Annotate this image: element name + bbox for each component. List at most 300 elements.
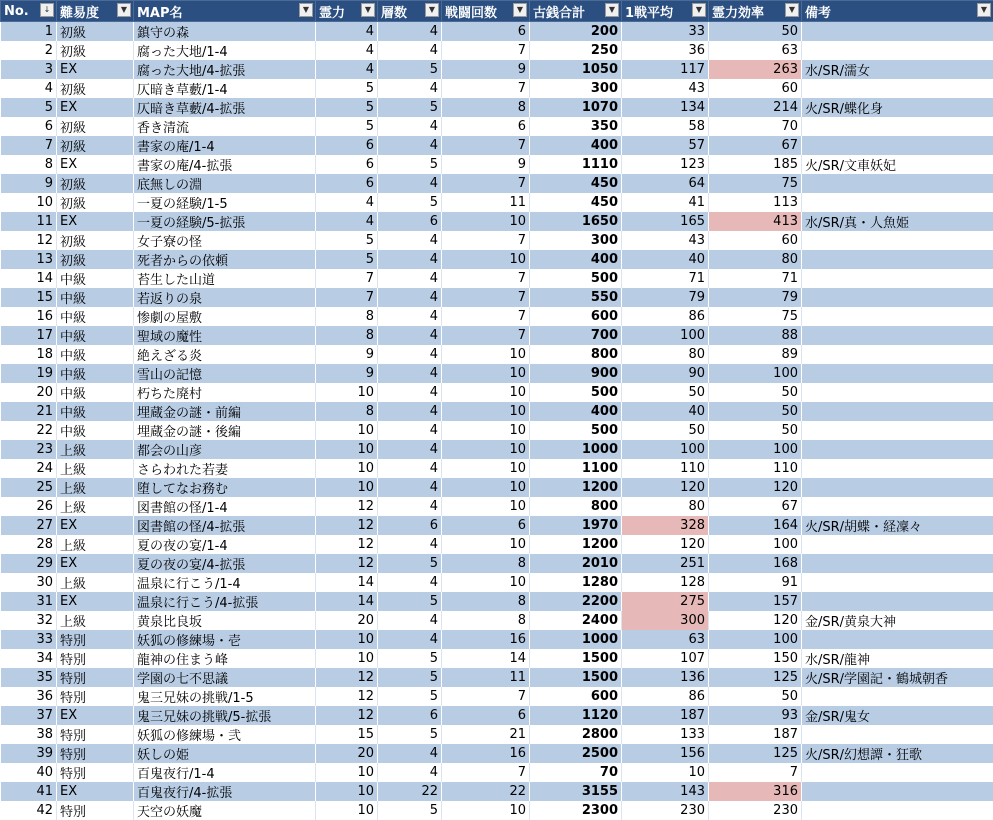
table-cell[interactable]: 214 bbox=[709, 98, 802, 117]
table-cell[interactable]: 4 bbox=[378, 478, 442, 497]
table-cell[interactable]: 5 bbox=[378, 98, 442, 117]
table-cell[interactable]: 123 bbox=[622, 155, 709, 174]
table-cell[interactable]: 4 bbox=[378, 231, 442, 250]
table-cell[interactable]: 400 bbox=[530, 250, 622, 269]
table-cell[interactable]: EX bbox=[57, 98, 134, 117]
table-cell[interactable]: 34 bbox=[1, 649, 57, 668]
table-cell[interactable]: 10 bbox=[316, 421, 378, 440]
table-cell[interactable]: 4 bbox=[316, 41, 378, 60]
table-cell[interactable]: 400 bbox=[530, 402, 622, 421]
table-cell[interactable]: 火/SR/幻想譚・狂歌 bbox=[802, 744, 993, 763]
table-cell[interactable]: 8 bbox=[1, 155, 57, 174]
filter-dropdown-icon[interactable]: ▼ bbox=[692, 3, 706, 17]
table-cell[interactable]: 10 bbox=[442, 440, 530, 459]
table-cell[interactable]: 4 bbox=[378, 535, 442, 554]
table-cell[interactable]: 4 bbox=[378, 630, 442, 649]
table-cell[interactable]: 9 bbox=[1, 174, 57, 193]
table-cell[interactable]: 64 bbox=[622, 174, 709, 193]
table-cell[interactable]: 113 bbox=[709, 193, 802, 212]
table-cell[interactable]: 800 bbox=[530, 345, 622, 364]
table-cell[interactable]: 8 bbox=[442, 611, 530, 630]
table-cell[interactable]: 6 bbox=[316, 174, 378, 193]
table-cell[interactable]: 初級 bbox=[57, 193, 134, 212]
table-cell[interactable]: 5 bbox=[316, 231, 378, 250]
table-cell[interactable]: 120 bbox=[709, 478, 802, 497]
table-cell[interactable]: 7 bbox=[709, 763, 802, 782]
table-cell[interactable]: 4 bbox=[378, 573, 442, 592]
table-cell[interactable] bbox=[802, 136, 993, 155]
table-cell[interactable] bbox=[802, 288, 993, 307]
table-cell[interactable]: 苔生した山道 bbox=[134, 269, 316, 288]
filter-dropdown-icon[interactable]: ▼ bbox=[117, 3, 131, 17]
table-cell[interactable]: 6 bbox=[442, 516, 530, 535]
table-cell[interactable]: EX bbox=[57, 706, 134, 725]
table-cell[interactable]: 23 bbox=[1, 440, 57, 459]
table-cell[interactable]: 600 bbox=[530, 687, 622, 706]
table-cell[interactable]: 初級 bbox=[57, 136, 134, 155]
table-cell[interactable]: 80 bbox=[622, 345, 709, 364]
table-cell[interactable]: 800 bbox=[530, 497, 622, 516]
table-cell[interactable]: 妖しの姫 bbox=[134, 744, 316, 763]
table-cell[interactable]: 20 bbox=[316, 744, 378, 763]
table-cell[interactable]: 初級 bbox=[57, 41, 134, 60]
table-cell[interactable]: 1110 bbox=[530, 155, 622, 174]
table-cell[interactable]: 中級 bbox=[57, 269, 134, 288]
table-cell[interactable]: 79 bbox=[709, 288, 802, 307]
table-cell[interactable]: EX bbox=[57, 155, 134, 174]
table-cell[interactable]: 6 bbox=[442, 117, 530, 136]
table-cell[interactable]: 一夏の経験/5-拡張 bbox=[134, 212, 316, 231]
table-cell[interactable] bbox=[802, 763, 993, 782]
table-cell[interactable] bbox=[802, 497, 993, 516]
table-cell[interactable]: EX bbox=[57, 60, 134, 79]
table-cell[interactable]: 7 bbox=[316, 269, 378, 288]
table-cell[interactable]: 特別 bbox=[57, 801, 134, 820]
table-cell[interactable]: 7 bbox=[442, 79, 530, 98]
table-cell[interactable]: 70 bbox=[709, 117, 802, 136]
table-cell[interactable]: 12 bbox=[316, 668, 378, 687]
table-cell[interactable]: 7 bbox=[442, 326, 530, 345]
table-cell[interactable]: 187 bbox=[709, 725, 802, 744]
table-cell[interactable]: 5 bbox=[378, 193, 442, 212]
table-cell[interactable]: 聖域の魔性 bbox=[134, 326, 316, 345]
table-cell[interactable]: 1000 bbox=[530, 630, 622, 649]
table-cell[interactable]: 700 bbox=[530, 326, 622, 345]
table-cell[interactable]: 妖狐の修練場・弐 bbox=[134, 725, 316, 744]
table-cell[interactable]: 4 bbox=[316, 22, 378, 42]
table-cell[interactable]: 香き清流 bbox=[134, 117, 316, 136]
table-cell[interactable]: 21 bbox=[1, 402, 57, 421]
table-cell[interactable]: 10 bbox=[1, 193, 57, 212]
table-cell[interactable]: 6 bbox=[316, 136, 378, 155]
table-cell[interactable]: 6 bbox=[378, 516, 442, 535]
table-cell[interactable]: 6 bbox=[442, 22, 530, 42]
table-cell[interactable]: 12 bbox=[316, 706, 378, 725]
table-cell[interactable]: 10 bbox=[316, 782, 378, 801]
table-cell[interactable]: 火/SR/文車妖妃 bbox=[802, 155, 993, 174]
table-cell[interactable]: 7 bbox=[442, 687, 530, 706]
table-cell[interactable]: 16 bbox=[442, 630, 530, 649]
table-cell[interactable]: 仄暗き草藪/4-拡張 bbox=[134, 98, 316, 117]
table-cell[interactable]: 8 bbox=[316, 307, 378, 326]
table-cell[interactable]: 14 bbox=[442, 649, 530, 668]
table-cell[interactable]: 10 bbox=[442, 402, 530, 421]
table-cell[interactable]: 3 bbox=[1, 60, 57, 79]
table-cell[interactable]: 28 bbox=[1, 535, 57, 554]
table-cell[interactable]: 10 bbox=[442, 421, 530, 440]
table-cell[interactable]: 8 bbox=[442, 592, 530, 611]
table-cell[interactable]: 1500 bbox=[530, 668, 622, 687]
table-cell[interactable]: 1 bbox=[1, 22, 57, 42]
table-cell[interactable]: 天空の妖魔 bbox=[134, 801, 316, 820]
table-cell[interactable]: 火/SR/学園記・鶴城朝香 bbox=[802, 668, 993, 687]
table-cell[interactable]: 中級 bbox=[57, 326, 134, 345]
table-cell[interactable]: 一夏の経験/1-5 bbox=[134, 193, 316, 212]
table-cell[interactable]: 80 bbox=[709, 250, 802, 269]
table-cell[interactable]: 10 bbox=[316, 478, 378, 497]
table-cell[interactable]: 初級 bbox=[57, 117, 134, 136]
table-cell[interactable]: 133 bbox=[622, 725, 709, 744]
table-cell[interactable]: 57 bbox=[622, 136, 709, 155]
table-cell[interactable]: 450 bbox=[530, 174, 622, 193]
table-cell[interactable] bbox=[802, 421, 993, 440]
table-cell[interactable]: 腐った大地/1-4 bbox=[134, 41, 316, 60]
table-cell[interactable]: 4 bbox=[378, 421, 442, 440]
table-cell[interactable]: 1200 bbox=[530, 478, 622, 497]
sort-filter-icon[interactable]: ↓ bbox=[40, 3, 54, 17]
table-cell[interactable]: 350 bbox=[530, 117, 622, 136]
table-cell[interactable]: 143 bbox=[622, 782, 709, 801]
table-cell[interactable]: 100 bbox=[622, 440, 709, 459]
table-cell[interactable]: 71 bbox=[709, 269, 802, 288]
table-cell[interactable]: 165 bbox=[622, 212, 709, 231]
table-cell[interactable]: 15 bbox=[1, 288, 57, 307]
table-cell[interactable]: 5 bbox=[378, 725, 442, 744]
table-cell[interactable]: 4 bbox=[378, 383, 442, 402]
table-cell[interactable]: 100 bbox=[709, 630, 802, 649]
table-cell[interactable]: 6 bbox=[316, 155, 378, 174]
table-cell[interactable]: 鬼三兄妹の挑戦/1-5 bbox=[134, 687, 316, 706]
table-cell[interactable]: 中級 bbox=[57, 288, 134, 307]
table-cell[interactable]: 60 bbox=[709, 79, 802, 98]
table-cell[interactable]: 夏の夜の宴/4-拡張 bbox=[134, 554, 316, 573]
table-cell[interactable]: 30 bbox=[1, 573, 57, 592]
table-cell[interactable]: 29 bbox=[1, 554, 57, 573]
table-cell[interactable]: 10 bbox=[622, 763, 709, 782]
table-cell[interactable]: 89 bbox=[709, 345, 802, 364]
table-cell[interactable]: 41 bbox=[1, 782, 57, 801]
table-cell[interactable]: 1000 bbox=[530, 440, 622, 459]
table-cell[interactable]: 10 bbox=[442, 345, 530, 364]
table-cell[interactable]: 龍神の住まう峰 bbox=[134, 649, 316, 668]
table-cell[interactable]: 79 bbox=[622, 288, 709, 307]
table-cell[interactable]: 93 bbox=[709, 706, 802, 725]
table-cell[interactable]: 1120 bbox=[530, 706, 622, 725]
table-cell[interactable]: 4 bbox=[378, 326, 442, 345]
table-cell[interactable]: 413 bbox=[709, 212, 802, 231]
table-cell[interactable]: 学園の七不思議 bbox=[134, 668, 316, 687]
table-cell[interactable] bbox=[802, 345, 993, 364]
table-cell[interactable]: 4 bbox=[378, 288, 442, 307]
table-cell[interactable]: 12 bbox=[316, 497, 378, 516]
table-cell[interactable]: 温泉に行こう/1-4 bbox=[134, 573, 316, 592]
table-cell[interactable]: 13 bbox=[1, 250, 57, 269]
table-cell[interactable]: 300 bbox=[530, 231, 622, 250]
table-cell[interactable]: 5 bbox=[1, 98, 57, 117]
table-cell[interactable]: 22 bbox=[442, 782, 530, 801]
table-cell[interactable]: 若返りの泉 bbox=[134, 288, 316, 307]
table-cell[interactable]: 9 bbox=[442, 60, 530, 79]
table-cell[interactable]: 5 bbox=[378, 155, 442, 174]
table-cell[interactable]: 63 bbox=[622, 630, 709, 649]
table-cell[interactable]: 1050 bbox=[530, 60, 622, 79]
table-cell[interactable]: 10 bbox=[316, 630, 378, 649]
table-cell[interactable]: 4 bbox=[378, 611, 442, 630]
table-cell[interactable]: 2010 bbox=[530, 554, 622, 573]
filter-dropdown-icon[interactable]: ▼ bbox=[299, 3, 313, 17]
table-cell[interactable]: 1280 bbox=[530, 573, 622, 592]
table-cell[interactable]: 7 bbox=[442, 307, 530, 326]
table-cell[interactable]: 都会の山彦 bbox=[134, 440, 316, 459]
table-cell[interactable]: 堕してなお務む bbox=[134, 478, 316, 497]
table-cell[interactable]: 10 bbox=[316, 383, 378, 402]
table-cell[interactable] bbox=[802, 364, 993, 383]
table-cell[interactable]: 4 bbox=[378, 41, 442, 60]
filter-dropdown-icon[interactable]: ▼ bbox=[977, 3, 991, 17]
table-cell[interactable] bbox=[802, 554, 993, 573]
table-cell[interactable]: EX bbox=[57, 782, 134, 801]
table-cell[interactable]: 7 bbox=[442, 763, 530, 782]
table-cell[interactable]: 17 bbox=[1, 326, 57, 345]
table-cell[interactable]: EX bbox=[57, 554, 134, 573]
table-cell[interactable]: 腐った大地/4-拡張 bbox=[134, 60, 316, 79]
table-cell[interactable]: 21 bbox=[442, 725, 530, 744]
table-cell[interactable]: 100 bbox=[622, 326, 709, 345]
table-cell[interactable]: 550 bbox=[530, 288, 622, 307]
table-cell[interactable]: EX bbox=[57, 212, 134, 231]
table-cell[interactable]: 9 bbox=[316, 345, 378, 364]
table-cell[interactable]: 187 bbox=[622, 706, 709, 725]
table-cell[interactable] bbox=[802, 478, 993, 497]
table-cell[interactable]: 100 bbox=[709, 535, 802, 554]
table-cell[interactable]: 7 bbox=[442, 269, 530, 288]
table-cell[interactable]: 10 bbox=[316, 440, 378, 459]
table-cell[interactable]: 134 bbox=[622, 98, 709, 117]
table-cell[interactable]: 36 bbox=[622, 41, 709, 60]
table-cell[interactable]: 11 bbox=[442, 193, 530, 212]
table-cell[interactable] bbox=[802, 459, 993, 478]
table-cell[interactable]: 50 bbox=[709, 383, 802, 402]
table-cell[interactable]: 50 bbox=[622, 383, 709, 402]
table-cell[interactable]: 10 bbox=[442, 459, 530, 478]
table-cell[interactable]: 7 bbox=[316, 288, 378, 307]
table-cell[interactable]: 110 bbox=[709, 459, 802, 478]
table-cell[interactable]: 156 bbox=[622, 744, 709, 763]
table-cell[interactable] bbox=[802, 592, 993, 611]
table-cell[interactable]: 600 bbox=[530, 307, 622, 326]
table-cell[interactable]: 12 bbox=[316, 554, 378, 573]
filter-dropdown-icon[interactable]: ▼ bbox=[361, 3, 375, 17]
table-cell[interactable] bbox=[802, 193, 993, 212]
table-cell[interactable]: 4 bbox=[378, 440, 442, 459]
table-cell[interactable]: 35 bbox=[1, 668, 57, 687]
table-cell[interactable]: 7 bbox=[442, 231, 530, 250]
table-cell[interactable] bbox=[802, 326, 993, 345]
table-cell[interactable] bbox=[802, 630, 993, 649]
table-cell[interactable] bbox=[802, 782, 993, 801]
table-cell[interactable]: 100 bbox=[709, 364, 802, 383]
table-cell[interactable]: 底無しの淵 bbox=[134, 174, 316, 193]
table-cell[interactable]: 5 bbox=[316, 79, 378, 98]
table-cell[interactable]: 22 bbox=[1, 421, 57, 440]
table-cell[interactable]: 37 bbox=[1, 706, 57, 725]
table-cell[interactable]: 14 bbox=[1, 269, 57, 288]
table-cell[interactable]: 500 bbox=[530, 269, 622, 288]
table-cell[interactable]: 4 bbox=[378, 345, 442, 364]
table-cell[interactable]: 特別 bbox=[57, 649, 134, 668]
table-cell[interactable]: 185 bbox=[709, 155, 802, 174]
table-cell[interactable]: 16 bbox=[1, 307, 57, 326]
table-cell[interactable]: 上級 bbox=[57, 459, 134, 478]
table-cell[interactable]: 10 bbox=[442, 383, 530, 402]
table-cell[interactable]: 中級 bbox=[57, 364, 134, 383]
table-cell[interactable]: 特別 bbox=[57, 687, 134, 706]
table-cell[interactable]: 27 bbox=[1, 516, 57, 535]
table-cell[interactable]: 特別 bbox=[57, 744, 134, 763]
table-cell[interactable]: 10 bbox=[442, 478, 530, 497]
table-cell[interactable]: 特別 bbox=[57, 630, 134, 649]
table-cell[interactable]: 初級 bbox=[57, 250, 134, 269]
table-cell[interactable]: 上級 bbox=[57, 440, 134, 459]
table-cell[interactable]: 75 bbox=[709, 174, 802, 193]
table-cell[interactable]: さらわれた若妻 bbox=[134, 459, 316, 478]
table-cell[interactable] bbox=[802, 402, 993, 421]
table-cell[interactable]: 500 bbox=[530, 383, 622, 402]
table-cell[interactable]: EX bbox=[57, 592, 134, 611]
table-cell[interactable]: 7 bbox=[1, 136, 57, 155]
table-cell[interactable]: 63 bbox=[709, 41, 802, 60]
table-cell[interactable]: 10 bbox=[442, 573, 530, 592]
table-cell[interactable]: 12 bbox=[1, 231, 57, 250]
table-cell[interactable]: 初級 bbox=[57, 231, 134, 250]
table-cell[interactable]: 8 bbox=[442, 98, 530, 117]
table-cell[interactable]: 5 bbox=[378, 554, 442, 573]
table-cell[interactable]: 火/SR/蝶化身 bbox=[802, 98, 993, 117]
table-cell[interactable]: 4 bbox=[378, 117, 442, 136]
table-cell[interactable]: 書家の庵/1-4 bbox=[134, 136, 316, 155]
table-cell[interactable]: 中級 bbox=[57, 345, 134, 364]
table-cell[interactable]: 4 bbox=[378, 364, 442, 383]
table-cell[interactable]: 86 bbox=[622, 687, 709, 706]
table-cell[interactable]: 4 bbox=[378, 136, 442, 155]
table-cell[interactable]: 1100 bbox=[530, 459, 622, 478]
table-cell[interactable]: 58 bbox=[622, 117, 709, 136]
table-cell[interactable] bbox=[802, 41, 993, 60]
table-cell[interactable]: 1500 bbox=[530, 649, 622, 668]
table-cell[interactable]: 7 bbox=[442, 41, 530, 60]
filter-dropdown-icon[interactable]: ▼ bbox=[513, 3, 527, 17]
table-cell[interactable]: 死者からの依頼 bbox=[134, 250, 316, 269]
table-cell[interactable]: 26 bbox=[1, 497, 57, 516]
table-cell[interactable]: 275 bbox=[622, 592, 709, 611]
table-cell[interactable]: 24 bbox=[1, 459, 57, 478]
table-cell[interactable]: 328 bbox=[622, 516, 709, 535]
table-cell[interactable] bbox=[802, 383, 993, 402]
table-cell[interactable]: 妖狐の修練場・壱 bbox=[134, 630, 316, 649]
table-cell[interactable]: 168 bbox=[709, 554, 802, 573]
table-cell[interactable]: 4 bbox=[378, 22, 442, 42]
table-cell[interactable]: 8 bbox=[442, 554, 530, 573]
table-cell[interactable]: 9 bbox=[442, 155, 530, 174]
table-cell[interactable]: 1200 bbox=[530, 535, 622, 554]
table-cell[interactable] bbox=[802, 687, 993, 706]
table-cell[interactable]: 4 bbox=[378, 307, 442, 326]
table-cell[interactable]: 特別 bbox=[57, 668, 134, 687]
table-cell[interactable]: 鬼三兄妹の挑戦/5-拡張 bbox=[134, 706, 316, 725]
table-cell[interactable]: 91 bbox=[709, 573, 802, 592]
table-cell[interactable]: 500 bbox=[530, 421, 622, 440]
table-cell[interactable]: 特別 bbox=[57, 763, 134, 782]
table-cell[interactable]: 39 bbox=[1, 744, 57, 763]
table-cell[interactable] bbox=[802, 535, 993, 554]
table-cell[interactable]: 百鬼夜行/1-4 bbox=[134, 763, 316, 782]
table-cell[interactable]: 5 bbox=[378, 649, 442, 668]
table-cell[interactable]: 1970 bbox=[530, 516, 622, 535]
table-cell[interactable]: 2300 bbox=[530, 801, 622, 820]
table-cell[interactable]: 5 bbox=[378, 687, 442, 706]
table-cell[interactable]: 10 bbox=[316, 649, 378, 668]
table-cell[interactable]: 32 bbox=[1, 611, 57, 630]
table-cell[interactable]: 300 bbox=[622, 611, 709, 630]
table-cell[interactable]: 316 bbox=[709, 782, 802, 801]
table-cell[interactable]: 金/SR/黄泉大神 bbox=[802, 611, 993, 630]
table-cell[interactable]: 117 bbox=[622, 60, 709, 79]
table-cell[interactable]: 水/SR/真・人魚姫 bbox=[802, 212, 993, 231]
table-cell[interactable]: 4 bbox=[378, 402, 442, 421]
table-cell[interactable]: 1070 bbox=[530, 98, 622, 117]
table-cell[interactable]: 75 bbox=[709, 307, 802, 326]
table-cell[interactable]: 10 bbox=[442, 801, 530, 820]
table-cell[interactable]: 2500 bbox=[530, 744, 622, 763]
table-cell[interactable]: 450 bbox=[530, 193, 622, 212]
table-cell[interactable]: 4 bbox=[378, 79, 442, 98]
table-cell[interactable]: 6 bbox=[442, 706, 530, 725]
table-cell[interactable]: 900 bbox=[530, 364, 622, 383]
table-cell[interactable] bbox=[802, 801, 993, 820]
table-cell[interactable]: 90 bbox=[622, 364, 709, 383]
table-cell[interactable]: 33 bbox=[622, 22, 709, 42]
table-cell[interactable]: 10 bbox=[442, 250, 530, 269]
table-cell[interactable] bbox=[802, 174, 993, 193]
table-cell[interactable]: 80 bbox=[622, 497, 709, 516]
table-cell[interactable]: 88 bbox=[709, 326, 802, 345]
table-cell[interactable]: 百鬼夜行/4-拡張 bbox=[134, 782, 316, 801]
table-cell[interactable]: 2 bbox=[1, 41, 57, 60]
table-cell[interactable]: 10 bbox=[316, 763, 378, 782]
table-cell[interactable]: 43 bbox=[622, 79, 709, 98]
table-cell[interactable]: 43 bbox=[622, 231, 709, 250]
table-cell[interactable]: 100 bbox=[709, 440, 802, 459]
table-cell[interactable]: 5 bbox=[378, 592, 442, 611]
table-cell[interactable]: 埋蔵金の謎・後編 bbox=[134, 421, 316, 440]
table-cell[interactable]: 40 bbox=[622, 250, 709, 269]
table-cell[interactable]: 22 bbox=[378, 782, 442, 801]
table-cell[interactable]: 初級 bbox=[57, 22, 134, 42]
table-cell[interactable]: 14 bbox=[316, 573, 378, 592]
table-cell[interactable]: 1650 bbox=[530, 212, 622, 231]
table-cell[interactable]: 5 bbox=[378, 801, 442, 820]
table-cell[interactable]: 仄暗き草藪/1-4 bbox=[134, 79, 316, 98]
